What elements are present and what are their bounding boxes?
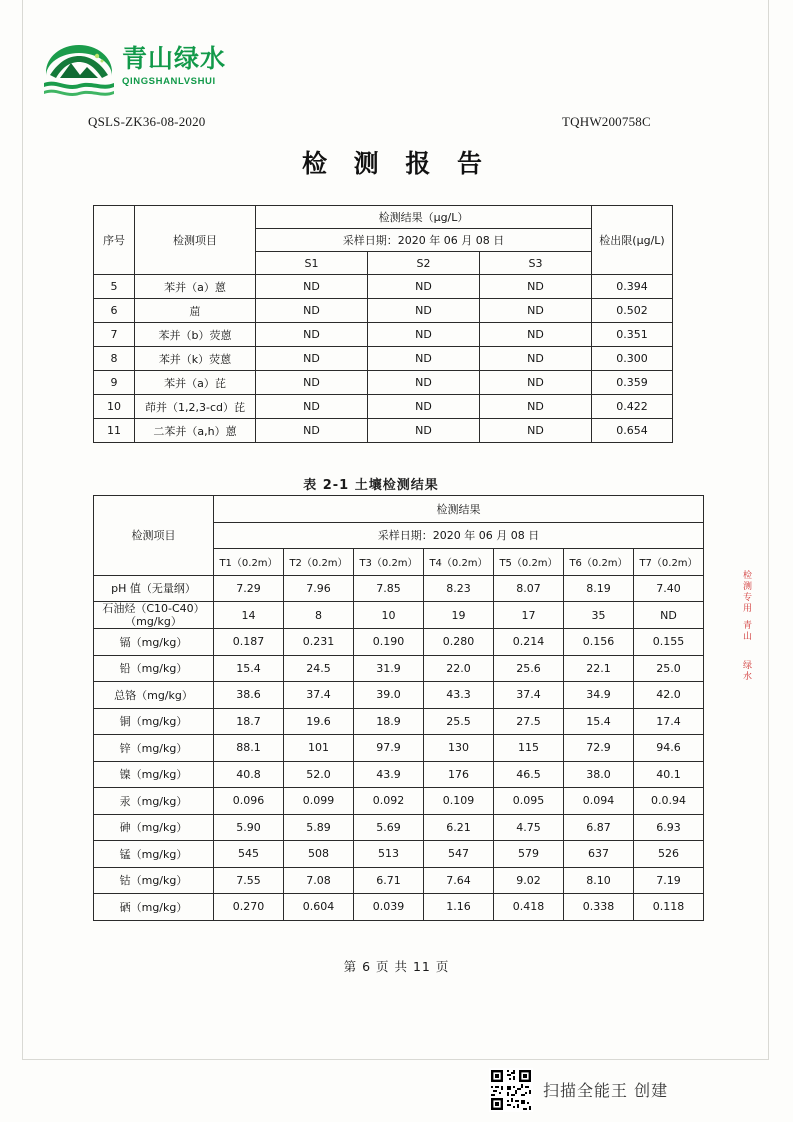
cell-t5: 8.07: [494, 575, 564, 602]
cell-t6: 22.1: [564, 655, 634, 682]
cell-t7: 7.40: [634, 575, 704, 602]
cell-index: 9: [94, 371, 135, 395]
cell-t5: 37.4: [494, 682, 564, 709]
cell-s1: ND: [256, 299, 368, 323]
cell-s1: ND: [256, 371, 368, 395]
cell-t7: 42.0: [634, 682, 704, 709]
cell-t2: 24.5: [284, 655, 354, 682]
cell-t4: 1.16: [424, 894, 494, 921]
document-code: QSLS-ZK36-08-2020: [88, 114, 206, 129]
cell-item: 铜（mg/kg）: [94, 708, 214, 735]
cell-index: 8: [94, 347, 135, 371]
cell-item: 铅（mg/kg）: [94, 655, 214, 682]
cell-t5: 0.214: [494, 629, 564, 656]
cell-t4: 130: [424, 735, 494, 762]
header-point-t2: T2（0.2m）: [284, 549, 354, 576]
cell-t2: 8: [284, 602, 354, 629]
cell-t3: 97.9: [354, 735, 424, 762]
cell-t1: 14: [214, 602, 284, 629]
header-sample-s3: S3: [480, 252, 592, 275]
table-header-row: [94, 496, 704, 523]
cell-t3: 39.0: [354, 682, 424, 709]
cell-t4: 7.64: [424, 867, 494, 894]
cell-s2: ND: [368, 275, 480, 299]
cell-item-line2: （mg/kg）: [125, 615, 182, 628]
cell-t1: 7.55: [214, 867, 284, 894]
cell-limit: 0.359: [592, 371, 673, 395]
cell-index: 10: [94, 395, 135, 419]
cell-t4: 6.21: [424, 814, 494, 841]
header-point-t3: T3（0.2m）: [354, 549, 424, 576]
cell-item: [94, 602, 214, 629]
header-sampling-date: 采样日期：2020 年 06 月 08 日: [256, 229, 592, 252]
cell-s3: ND: [480, 299, 592, 323]
cell-s2: ND: [368, 419, 480, 443]
cell-t5: 46.5: [494, 761, 564, 788]
cell-t7: 0.0.94: [634, 788, 704, 815]
header-point-t4: T4（0.2m）: [424, 549, 494, 576]
cell-t1: 88.1: [214, 735, 284, 762]
header-index: 序号: [94, 206, 135, 275]
cell-limit: 0.654: [592, 419, 673, 443]
table-row: [94, 788, 704, 815]
cell-item: 二苯并（a,h）蒽: [135, 419, 256, 443]
cell-t7: 526: [634, 841, 704, 868]
cell-t4: 0.280: [424, 629, 494, 656]
table-row: [94, 419, 673, 443]
cell-s2: ND: [368, 395, 480, 419]
cell-item: 苯并（k）荧蒽: [135, 347, 256, 371]
header-point-t1: T1（0.2m）: [214, 549, 284, 576]
cell-t4: 43.3: [424, 682, 494, 709]
cell-item: 砷（mg/kg）: [94, 814, 214, 841]
cell-t5: 27.5: [494, 708, 564, 735]
cell-t2: 7.08: [284, 867, 354, 894]
cell-s1: ND: [256, 323, 368, 347]
cell-limit: 0.300: [592, 347, 673, 371]
table-row: [94, 867, 704, 894]
cell-item-line1: 石油烃（C10-C40）: [102, 602, 205, 615]
cell-t6: 34.9: [564, 682, 634, 709]
table-row: [94, 682, 704, 709]
cell-t3: 513: [354, 841, 424, 868]
cell-item: 总铬（mg/kg）: [94, 682, 214, 709]
cell-item: 镍（mg/kg）: [94, 761, 214, 788]
header-result-group: 检测结果（μg/L）: [256, 206, 592, 229]
cell-t1: 18.7: [214, 708, 284, 735]
cell-item: 䓛: [135, 299, 256, 323]
table-row: [94, 894, 704, 921]
cell-item: 苯并（a）蒽: [135, 275, 256, 299]
cell-t3: 10: [354, 602, 424, 629]
cell-t6: 35: [564, 602, 634, 629]
cell-index: 5: [94, 275, 135, 299]
cell-t6: 15.4: [564, 708, 634, 735]
report-number: TQHW200758C: [562, 114, 651, 129]
logo-text: [122, 44, 242, 87]
cell-t3: 18.9: [354, 708, 424, 735]
cell-item: pH 值（无量纲）: [94, 575, 214, 602]
table-row: [94, 299, 673, 323]
cell-t3: 0.092: [354, 788, 424, 815]
cell-limit: 0.351: [592, 323, 673, 347]
cell-s1: ND: [256, 347, 368, 371]
cell-t5: 115: [494, 735, 564, 762]
cell-t2: 52.0: [284, 761, 354, 788]
cell-s3: ND: [480, 395, 592, 419]
cell-s3: ND: [480, 347, 592, 371]
cell-t6: 637: [564, 841, 634, 868]
table-row: [94, 814, 704, 841]
cell-t1: 545: [214, 841, 284, 868]
qr-code-icon: [489, 1068, 533, 1112]
cell-t7: 7.19: [634, 867, 704, 894]
mountain-water-logo-icon: [40, 42, 118, 100]
cell-t5: 25.6: [494, 655, 564, 682]
cell-t2: 101: [284, 735, 354, 762]
cell-t2: 7.96: [284, 575, 354, 602]
cell-s1: ND: [256, 419, 368, 443]
cell-t7: 6.93: [634, 814, 704, 841]
table-header-row: [94, 206, 673, 229]
cell-t1: 0.270: [214, 894, 284, 921]
table-row: [94, 735, 704, 762]
soil-results-table: [93, 495, 704, 921]
table-row: [94, 708, 704, 735]
table-row: [94, 347, 673, 371]
table-row: [94, 629, 704, 656]
cell-t2: 19.6: [284, 708, 354, 735]
cell-t4: 8.23: [424, 575, 494, 602]
logo-name-cn: 青山绿水: [122, 44, 227, 73]
cell-index: 11: [94, 419, 135, 443]
margin-stamp-mark-3: 绿水: [741, 660, 751, 682]
header-point-t5: T5（0.2m）: [494, 549, 564, 576]
table-row: [94, 323, 673, 347]
cell-t1: 40.8: [214, 761, 284, 788]
table-row: [94, 275, 673, 299]
cell-s2: ND: [368, 299, 480, 323]
header-point-t7: T7（0.2m）: [634, 549, 704, 576]
header-sample-s2: S2: [368, 252, 480, 275]
cell-t3: 0.039: [354, 894, 424, 921]
cell-t6: 6.87: [564, 814, 634, 841]
company-logo: [40, 40, 240, 106]
page-footer: 第 6 页 共 11 页: [343, 959, 450, 974]
cell-t7: 40.1: [634, 761, 704, 788]
cell-s3: ND: [480, 419, 592, 443]
soil-results-table-wrapper: [93, 495, 704, 921]
cell-t6: 72.9: [564, 735, 634, 762]
cell-item: 茚并（1,2,3-cd）芘: [135, 395, 256, 419]
cell-t5: 0.418: [494, 894, 564, 921]
water-results-table-wrapper: [93, 205, 673, 443]
cell-s2: ND: [368, 347, 480, 371]
table-row: [94, 395, 673, 419]
cell-limit: 0.422: [592, 395, 673, 419]
cell-t3: 7.85: [354, 575, 424, 602]
cell-t7: ND: [634, 602, 704, 629]
water-results-table: [93, 205, 673, 443]
cell-t6: 0.094: [564, 788, 634, 815]
cell-t2: 508: [284, 841, 354, 868]
watermark-text: 扫描全能王 创建: [543, 1081, 669, 1100]
header-item: 检测项目: [135, 206, 256, 275]
cell-t7: 25.0: [634, 655, 704, 682]
cell-item: 硒（mg/kg）: [94, 894, 214, 921]
page-title: 检 测 报 告: [301, 149, 492, 178]
cell-t1: 7.29: [214, 575, 284, 602]
table-row: [94, 761, 704, 788]
cell-t4: 25.5: [424, 708, 494, 735]
cell-t3: 5.69: [354, 814, 424, 841]
margin-stamp-mark-2: 青山: [741, 620, 751, 642]
cell-t1: 0.187: [214, 629, 284, 656]
cell-t2: 0.099: [284, 788, 354, 815]
cell-t3: 43.9: [354, 761, 424, 788]
cell-t6: 38.0: [564, 761, 634, 788]
cell-limit: 0.394: [592, 275, 673, 299]
cell-index: 7: [94, 323, 135, 347]
cell-t4: 176: [424, 761, 494, 788]
cell-t4: 0.109: [424, 788, 494, 815]
cell-t1: 15.4: [214, 655, 284, 682]
cell-t2: 37.4: [284, 682, 354, 709]
cell-item: 苯并（b）荧蒽: [135, 323, 256, 347]
cell-t2: 5.89: [284, 814, 354, 841]
header-detection-limit: 检出限(μg/L): [592, 206, 673, 275]
cell-t3: 0.190: [354, 629, 424, 656]
table-row: [94, 575, 704, 602]
cell-t1: 5.90: [214, 814, 284, 841]
cell-t5: 0.095: [494, 788, 564, 815]
cell-limit: 0.502: [592, 299, 673, 323]
cell-item: 镉（mg/kg）: [94, 629, 214, 656]
cell-t3: 6.71: [354, 867, 424, 894]
cell-item: 汞（mg/kg）: [94, 788, 214, 815]
cell-t4: 22.0: [424, 655, 494, 682]
cell-t7: 0.118: [634, 894, 704, 921]
cell-s2: ND: [368, 323, 480, 347]
cell-s2: ND: [368, 371, 480, 395]
cell-t5: 579: [494, 841, 564, 868]
cell-t4: 547: [424, 841, 494, 868]
cell-item: 锌（mg/kg）: [94, 735, 214, 762]
header-sample-s1: S1: [256, 252, 368, 275]
cell-t6: 0.156: [564, 629, 634, 656]
cell-t6: 0.338: [564, 894, 634, 921]
cell-t7: 17.4: [634, 708, 704, 735]
page-edge-bottom: [22, 1059, 768, 1060]
cell-t3: 31.9: [354, 655, 424, 682]
cell-t1: 38.6: [214, 682, 284, 709]
margin-stamp-mark-1: 检测专用: [741, 570, 751, 614]
cell-t4: 19: [424, 602, 494, 629]
table-row: [94, 602, 704, 629]
cell-s3: ND: [480, 323, 592, 347]
header-item: 检测项目: [94, 496, 214, 576]
cell-s1: ND: [256, 395, 368, 419]
cell-index: 6: [94, 299, 135, 323]
cell-t7: 94.6: [634, 735, 704, 762]
header-point-t6: T6（0.2m）: [564, 549, 634, 576]
table-row: [94, 655, 704, 682]
soil-table-caption: 表 2-1 土壤检测结果: [303, 478, 439, 493]
cell-t5: 17: [494, 602, 564, 629]
cell-t1: 0.096: [214, 788, 284, 815]
cell-t6: 8.19: [564, 575, 634, 602]
table-row: [94, 841, 704, 868]
cell-t6: 8.10: [564, 867, 634, 894]
cell-s1: ND: [256, 275, 368, 299]
cell-item: 锰（mg/kg）: [94, 841, 214, 868]
header-sampling-date: 采样日期：2020 年 06 月 08 日: [214, 522, 704, 549]
header-result-group: 检测结果: [214, 496, 704, 523]
cell-t5: 4.75: [494, 814, 564, 841]
cell-s3: ND: [480, 275, 592, 299]
cell-t2: 0.231: [284, 629, 354, 656]
cell-t2: 0.604: [284, 894, 354, 921]
cell-t7: 0.155: [634, 629, 704, 656]
cell-t5: 9.02: [494, 867, 564, 894]
cell-item: 钴（mg/kg）: [94, 867, 214, 894]
table-row: [94, 371, 673, 395]
cell-s3: ND: [480, 371, 592, 395]
cell-item: 苯并（a）芘: [135, 371, 256, 395]
logo-name-en: QINGSHANLVSHUI: [122, 76, 216, 87]
